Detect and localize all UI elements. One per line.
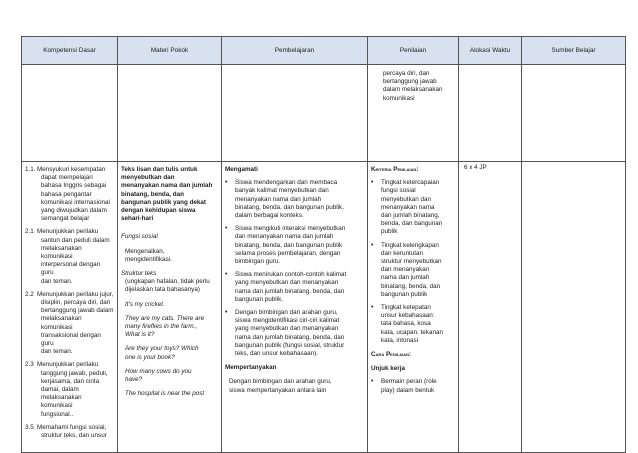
text-line: interpersonal dengan guru [41, 261, 101, 277]
text-line: Tingkat ketercapaian [381, 179, 440, 187]
text-line: Menunjukkan perilaku [37, 228, 99, 236]
text-line: semangat belajar [41, 215, 90, 223]
cont-materi-cell [118, 65, 222, 162]
text-line: teks, dan unsur kebahasaan). [235, 350, 318, 358]
text-line: dan menanyakan [381, 266, 430, 274]
text-line: dan teman. [41, 277, 73, 285]
text-line: They are my cats. There are [125, 314, 205, 322]
text-line: kata, ucapan, tekanan [381, 328, 443, 336]
header-kompetensi-dasar: Kompetensi Dasar [22, 37, 118, 65]
text-line: nama dan jumlah [381, 274, 430, 282]
text-line: Siswa menirukan contoh-contoh kalimat [235, 271, 347, 279]
text-line: dan keruntutan [381, 249, 424, 257]
text-line: binatang, benda, dan [381, 282, 441, 290]
text-line: melaksanakan komunikasi [41, 394, 82, 410]
text-line: binatang, benda, dan [121, 190, 184, 198]
kd-number: 2.2 [25, 290, 34, 298]
mengamati-heading: Mengamati [225, 166, 258, 173]
text-line: Menunjukkan perilaku [37, 361, 99, 369]
example-sentence [121, 368, 218, 384]
text-line: melaksanakan komunikasi [41, 315, 82, 331]
kd-item [25, 361, 114, 418]
materi-cell [118, 162, 222, 453]
materi-title [121, 166, 218, 223]
header-pembelajaran: Pembelajaran [222, 37, 368, 65]
text-line: percaya diri, dan [383, 70, 430, 77]
text-line: yang diwujudkan dalam [41, 207, 107, 215]
text-line: Bermain peran (role [381, 378, 437, 386]
text-line: santun dan peduli dalam [41, 236, 110, 244]
kd-list [22, 162, 117, 440]
cont-penilaian-text [368, 65, 458, 103]
text-line: Teks lisan dan tulis untuk [121, 166, 198, 173]
text-line: bahasa Inggris sebagai [41, 182, 107, 190]
text-line: play) dalam bentuk [381, 386, 435, 394]
text-line: disiplin, percaya diri, dan [41, 299, 111, 307]
text-line: menanyakan nama [381, 203, 435, 211]
bullet-icon: • [225, 225, 228, 233]
text-line: dan teman. [41, 348, 73, 356]
text-line: struktur menyebutkan [381, 258, 442, 266]
text-line: siswa mengidentifikasi ciri-ciri kalimat [235, 317, 340, 325]
text-line: damai, dalam [41, 386, 79, 394]
cont-pembelajaran-cell [222, 65, 368, 162]
text-line: Siswa mendengarkan dan membaca [235, 179, 338, 187]
kd-number: 3.5 [25, 423, 34, 431]
text-line: bangunan publik. [235, 295, 283, 303]
cont-penilaian-cell [368, 65, 459, 162]
cont-kd-cell [22, 65, 118, 162]
text-line: melaksanakan komunikasi [41, 244, 82, 261]
text-line: fungsional.. [41, 410, 74, 418]
text-line: yang menyebutkan dan menanyakan [235, 279, 339, 287]
text-line: tata bahasa, kosa [381, 320, 431, 328]
cara-penilaian-label: Cara Penilaian: [371, 351, 412, 359]
unjuk-kerja-label: Unjuk kerja [371, 365, 405, 373]
text-line: benda, dan bangunan [381, 220, 443, 228]
text-line: Menunjukkan perilaku jujur, [37, 290, 114, 298]
bullet-icon: • [225, 179, 228, 187]
text-line: Mensyukuri kesempatan [37, 166, 106, 173]
bullet-icon: • [371, 179, 374, 187]
text-line: Tingkat ketepatan [381, 304, 431, 312]
list-item [371, 304, 455, 345]
text-line: dengan kehidupan siswa [121, 207, 196, 215]
list-item [225, 225, 364, 266]
text-line: Dengan bimbingan dan arahan guru, [229, 378, 332, 386]
kd-cell [22, 162, 118, 453]
text-line: unsur kebahasaan: [381, 312, 435, 320]
mempertanyakan-heading: Mempertanyakan [225, 364, 277, 372]
text-line: mengidentifikasi. [125, 255, 172, 263]
text-line: kata, intonasi [381, 336, 419, 344]
syllabus-table [21, 36, 626, 453]
text-line: Are they your toys? Which [125, 345, 199, 353]
text-line: menyebutkan dan [121, 174, 175, 182]
materi-content [118, 162, 221, 398]
bullet-icon: • [225, 309, 228, 317]
text-line: tanggung jawab, peduli, [41, 369, 108, 377]
kd-number: 2.3 [25, 361, 34, 369]
header-penilaian: Penilaian [368, 37, 459, 65]
text-line: yang menyebutkan dan menanyakan [235, 325, 339, 333]
text-line: bimbingan guru. [235, 258, 281, 266]
list-item [371, 242, 455, 299]
bullet-icon: • [371, 378, 374, 386]
fungsi-sosial-label: Fungsi sosial [121, 233, 158, 241]
text-line: bangunan publik [381, 290, 428, 298]
list-item [225, 271, 364, 304]
cont-alokasi-cell [459, 65, 522, 162]
cont-sumber-cell [522, 65, 626, 162]
text-line: menyebutkan dan [381, 195, 432, 203]
sumber-value [522, 162, 625, 166]
pembelajaran-content [222, 162, 367, 395]
pembelajaran-cell [222, 162, 368, 453]
text-line: bahasa pengantar [41, 190, 92, 198]
text-line: bangunan publik (fungsi sosial, struktur [235, 341, 345, 349]
text-line: one is your book? [125, 353, 175, 361]
bullet-icon: • [371, 241, 374, 249]
text-line: binatang, benda, dan bangunan publik [235, 241, 343, 249]
example-sentence: The hospital is near the post [125, 390, 205, 398]
list-item [371, 179, 455, 236]
example-sentence [121, 315, 218, 340]
header-row [22, 37, 626, 65]
kd-item [25, 228, 114, 285]
text-line: kerjasama, dan cinta [41, 377, 100, 385]
list-item [225, 179, 364, 220]
text-line: dan menanyakan nama dan jumlah [235, 233, 334, 241]
text-line: bangunan publik yang dekat [121, 198, 207, 206]
alokasi-value: 6 x 4 JP [464, 164, 487, 171]
kd-item [25, 424, 114, 440]
list-item [371, 378, 455, 394]
example-sentence: It's my cricket. [125, 300, 165, 308]
kriteria-label: Kriteria Penilaian: [371, 166, 419, 173]
penilaian-cell [368, 162, 459, 453]
text-line: siswa mempertanyakan antara lain [229, 386, 327, 394]
text-line: dapat mempelajari [41, 174, 93, 182]
continuation-row [22, 65, 626, 162]
text-line: Memahami fungsi sosial, [37, 423, 107, 431]
text-line: menanyakan nama dan jumlah [121, 182, 213, 190]
text-line: selama proses pembelajaran, dengan [235, 249, 341, 257]
text-line: have? [125, 376, 143, 384]
kd-number: 2.1 [25, 228, 34, 236]
text-line: komunikasi internasional [41, 198, 110, 206]
kd-item [25, 291, 114, 357]
header-alokasi-waktu: Alokasi Waktu [459, 37, 522, 65]
text-line: Siswa mengikuti interaksi menyebutkan [235, 225, 346, 233]
header-sumber-belajar: Sumber Belajar [522, 37, 626, 65]
text-line: many fireflies in the farm., [125, 323, 198, 331]
kd-item [25, 166, 114, 223]
text-line: bertanggung jawab [383, 78, 437, 86]
text-line: komunikasi [383, 94, 415, 102]
text-line: How many cows do you [125, 367, 192, 375]
text-line: dalam berbagai konteks. [235, 212, 304, 220]
text-line: transaksional dengan guru [41, 331, 101, 348]
text-line: Mengenalkan, [125, 247, 165, 255]
kd-number: 1.1. [25, 166, 36, 173]
text-line: binatang, benda, dan bangunan publik, [235, 203, 344, 211]
text-line: dijelaskan tata bahasanya) [125, 286, 200, 294]
text-line: menanyakan nama dan jumlah [235, 195, 322, 203]
bullet-icon: • [371, 304, 374, 312]
text-line: publik [381, 228, 398, 236]
text-line: (ungkapan hafalan, tidak perlu [125, 278, 210, 286]
text-line: fungsi sosial [381, 187, 416, 195]
text-line: sehari-hari [121, 215, 154, 223]
text-line: struktur teks, dan unsur [41, 432, 107, 440]
text-line: banyak kalimat menyebutkan dan [235, 187, 329, 195]
alokasi-cell [459, 162, 522, 453]
header-materi-pokok: Materi Pokok [118, 37, 222, 65]
main-row [22, 162, 626, 453]
text-line: dan jumlah binatang, [381, 212, 440, 220]
sumber-cell [522, 162, 626, 453]
example-sentence [121, 345, 218, 361]
list-item [225, 309, 364, 358]
penilaian-content [368, 162, 458, 395]
text-line: nama dan jumlah binatang, benda, dan [235, 287, 345, 295]
bullet-icon: • [225, 271, 228, 279]
text-line: nama dan jumlah binatang, benda, dan [235, 333, 345, 341]
text-line: Tingkat kelengkapan [381, 241, 439, 249]
text-line: bertanggung jawab dalam [41, 307, 114, 315]
text-line: dalam melaksanakan [383, 86, 443, 94]
struktur-teks-label: Struktur teks [121, 270, 157, 278]
text-line: Dengan bimbingan dan arahan guru, [235, 309, 338, 317]
text-line: What is it? [125, 331, 155, 339]
